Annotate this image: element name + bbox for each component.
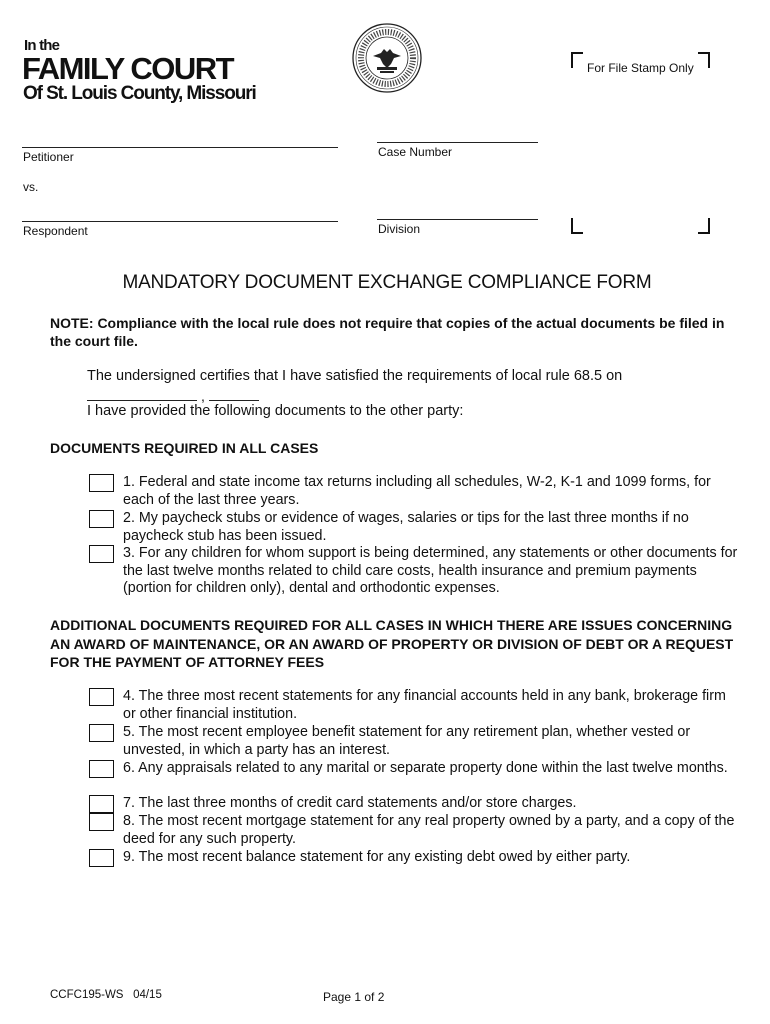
item-2-checkbox[interactable]: [89, 510, 114, 528]
stamp-corner-bottom-right: [698, 218, 710, 234]
item-2-text: 2. My paycheck stubs or evidence of wages, salaries or tips for the last three months if no paycheck stub has been issued.: [123, 510, 689, 544]
section-additional-heading: ADDITIONAL DOCUMENTS REQUIRED FOR ALL CASES IN WHICH THERE ARE ISSUES CONCERNING AN AWARD OF MAINTENANCE, OR AN AWARD OF PROPERTY OR DIVISION OF DEBT OR A REQUEST FOR THE PAYMENT OF ATTORNEY FEES: [50, 617, 734, 670]
item-3-text: 3. For any children for whom support is being determined, any statements or other documents for the last twelve months related to child care costs, health insurance and premium payments (portion for children only), dental and orthodontic expenses.: [123, 545, 738, 597]
provided-statement: I have provided the following documents to the other party:: [87, 403, 464, 419]
item-3-checkbox[interactable]: [89, 545, 114, 563]
date-comma: ,: [201, 388, 205, 404]
item-4-text: 4. The three most recent statements for any financial accounts held in any bank, brokerage firm or other financial institution.: [123, 688, 726, 722]
item-5-text: 5. The most recent employee benefit statement for any retirement plan, whether vested or unvested, in which a party has an interest.: [123, 724, 691, 758]
certify-statement: The undersigned certifies that I have satisfied the requirements of local rule 68.5 on: [87, 368, 623, 384]
file-stamp-label: For File Stamp Only: [587, 61, 694, 75]
form-id: CCFC195-WS 04/15: [50, 989, 162, 1001]
petitioner-label: Petitioner: [23, 150, 74, 164]
item-6-text: 6. Any appraisals related to any marital or separate property done within the last twelve months.: [123, 760, 728, 776]
item-8-checkbox[interactable]: [89, 813, 114, 831]
item-1-text: 1. Federal and state income tax returns including all schedules, W-2, K-1 and 1099 forms, for each of the last three years.: [123, 474, 711, 508]
case-number-label: Case Number: [378, 145, 453, 159]
page-number: Page 1 of 2: [323, 990, 385, 1004]
respondent-field[interactable]: [22, 221, 338, 222]
respondent-label: Respondent: [23, 224, 88, 238]
division-label: Division: [378, 222, 421, 236]
date-month-day-field[interactable]: [87, 400, 197, 401]
stamp-corner-top-left: [571, 52, 583, 68]
court-county: Of St. Louis County, Missouri: [23, 83, 256, 104]
compliance-note: NOTE: Compliance with the local rule does not require that copies of the actual documents be filed in the court file.: [50, 315, 725, 349]
item-7-text: 7. The last three months of credit card statements and/or store charges.: [123, 795, 577, 811]
item-9-text: 9. The most recent balance statement for any existing debt owed by either party.: [123, 849, 631, 865]
item-8-text: 8. The most recent mortgage statement for any real property owned by a party, and a copy of the deed for any such property.: [123, 813, 735, 847]
item-6-checkbox[interactable]: [89, 760, 114, 778]
case-number-field[interactable]: [377, 142, 538, 143]
court-prefix: In the: [24, 37, 60, 54]
stamp-corner-bottom-left: [571, 218, 583, 234]
item-1-checkbox[interactable]: [89, 474, 114, 492]
section-all-cases-heading: DOCUMENTS REQUIRED IN ALL CASES: [50, 440, 319, 456]
form-title: MANDATORY DOCUMENT EXCHANGE COMPLIANCE FORM: [122, 272, 652, 293]
item-4-checkbox[interactable]: [89, 688, 114, 706]
division-field[interactable]: [377, 219, 538, 220]
court-name: FAMILY COURT: [22, 51, 234, 86]
item-7-checkbox[interactable]: [89, 795, 114, 813]
stamp-corner-top-right: [698, 52, 710, 68]
item-9-checkbox[interactable]: [89, 849, 114, 867]
item-5-checkbox[interactable]: [89, 724, 114, 742]
court-seal-icon: [351, 22, 423, 94]
date-year-field[interactable]: [209, 400, 259, 401]
petitioner-field[interactable]: [22, 147, 338, 148]
versus-label: vs.: [23, 180, 39, 194]
